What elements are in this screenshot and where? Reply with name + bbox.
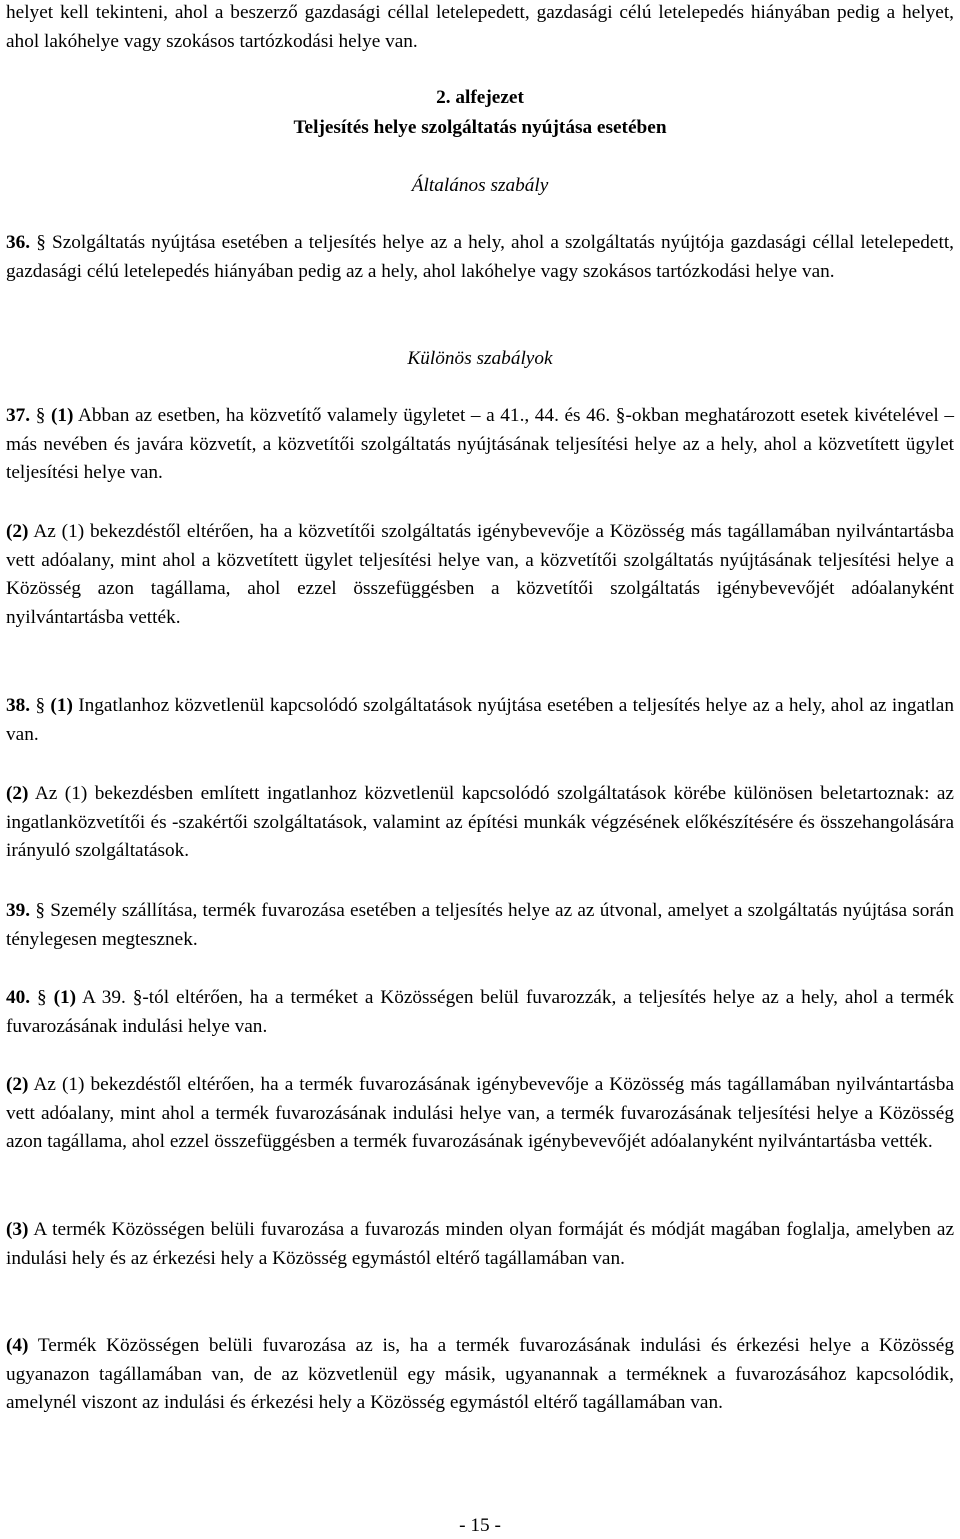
- section-37-paragraph-2: [6, 518, 954, 632]
- chapter-title: Teljesítés helye szolgáltatás nyújtása esetében: [293, 117, 667, 138]
- intro-paragraph: helyet kell tekinteni, ahol a beszerző gazdasági céllal letelepedett, gazdasági célú letelepedés hiányában pedig a helyet, ahol lakóhelye vagy szokásos tartózkodási helye van.: [6, 2, 954, 52]
- section-37-p1-label: (1): [50, 405, 74, 426]
- chapter-number: 2. alfejezet: [436, 87, 524, 108]
- section-40-p4-label: (4): [6, 1335, 29, 1356]
- section-38-number: 38.: [6, 695, 31, 716]
- section-38-p1-label: (1): [50, 695, 73, 716]
- section-38-sign: §: [35, 695, 46, 716]
- section-40-paragraph-4: [6, 1332, 954, 1418]
- section-40-number: 40.: [6, 987, 31, 1008]
- section-40-paragraph-2: [6, 1071, 954, 1157]
- section-40-paragraph-3: [6, 1216, 954, 1273]
- page-number: - 15 -: [459, 1515, 501, 1536]
- section-38-p2-label: (2): [6, 783, 29, 804]
- section-37-p2-label: (2): [6, 521, 29, 542]
- section-38-p1-text: Ingatlanhoz közvetlenül kapcsolódó szolgáltatások nyújtása esetében a teljesítés helye az a hely, ahol az ingatlan van.: [6, 695, 954, 745]
- section-37-sign: §: [35, 405, 46, 426]
- section-37-p2-text: Az (1) bekezdéstől eltérően, ha a közvetítői szolgáltatás igénybevevője a Közösség más tagállamában nyilvántartásba vett adóalany, mint ahol a közvetített ügylet teljesítési helye van, a közvetítői szolgáltatás nyújtásának teljesítési helye a Közösség azon tagállama, ahol ezzel összefüggésben a közvetítői szolgáltatás igénybevevőjét adóalanyként nyilvántartásba vették.: [6, 521, 954, 628]
- section-40-p1-label: (1): [53, 987, 77, 1008]
- section-37-number: 37.: [6, 405, 31, 426]
- section-40-p1-text: A 39. §-tól eltérően, ha a terméket a Közösségen belül fuvarozzák, a teljesítés helye az a hely, ahol a termék fuvarozásának indulási helye van.: [6, 987, 955, 1037]
- section-40-p4-text: Termék Közösségen belüli fuvarozása az is, ha a termék fuvarozásának indulási és érkezési helye a Közösség ugyanazon tagállamában van, de az közvetlenül egy másik, ugyanannak a terméknek a fuvarozásához kapcsolódik, amelynél viszont az indulási és érkezési hely a Közösség egymástól eltérő tagállamában van.: [6, 1335, 954, 1414]
- section-40-sign: §: [37, 987, 47, 1008]
- section-40-p2-label: (2): [6, 1074, 29, 1095]
- section-40-paragraph-1: [6, 984, 954, 1041]
- section-36-text: Szolgáltatás nyújtása esetében a teljesítés helye az a hely, ahol a szolgáltatás nyújtója gazdasági céllal letelepedett, gazdasági célú letelepedés hiányában pedig az a hely, ahol lakóhelye vagy szokásos tartózkodási helye van.: [6, 232, 955, 282]
- special-rules-heading: Különös szabályok: [407, 348, 553, 369]
- section-36-number: 36.: [6, 232, 31, 253]
- section-40-p2-text: Az (1) bekezdéstől eltérően, ha a termék fuvarozásának igénybevevője a Közösség más tagállamában nyilvántartásba vett adóalany, mint ahol a termék fuvarozásának indulási helye van, a termék fuvarozásának teljesítési helye a Közösség azon tagállama, ahol ezzel összefüggésben a termék fuvarozásának igénybevevőjét adóalanyként nyilvántartásba vették.: [6, 1074, 954, 1153]
- section-39-number: 39.: [6, 900, 31, 921]
- section-38-paragraph-2: [6, 780, 954, 866]
- general-rule-heading: Általános szabály: [411, 175, 549, 196]
- section-37-p1-text: Abban az esetben, ha közvetítő valamely ügyletet – a 41., 44. és 46. §-okban meghatározott esetek kivételével – más nevében és javára közvetít, a közvetítői szolgáltatás nyújtásának teljesítési helye az a hely, ahol a közvetített ügylet teljesítési helye van.: [6, 405, 955, 484]
- section-40-p3-label: (3): [6, 1219, 29, 1240]
- section-36: [6, 229, 954, 286]
- section-39-sign: §: [35, 900, 45, 921]
- section-38-paragraph-1: [6, 692, 954, 749]
- section-37-paragraph-1: [6, 402, 954, 488]
- section-39: [6, 897, 954, 954]
- section-36-sign: §: [36, 232, 46, 253]
- section-38-p2-text: Az (1) bekezdésben említett ingatlanhoz közvetlenül kapcsolódó szolgáltatások körébe különösen beletartoznak: az ingatlanközvetítői és -szakértői szolgáltatások, valamint az építési munkák végzésének előkészítésére és összehangolására irányuló szolgáltatások.: [6, 783, 954, 862]
- section-40-p3-text: A termék Közösségen belüli fuvarozása a fuvarozás minden olyan formáját és módját magában foglalja, amelyben az indulási hely és az érkezési hely a Közösség egymástól eltérő tagállamában van.: [6, 1219, 954, 1269]
- section-39-text: Személy szállítása, termék fuvarozása esetében a teljesítés helye az az útvonal, amelyet a szolgáltatás nyújtása során ténylegesen megtesznek.: [6, 900, 955, 950]
